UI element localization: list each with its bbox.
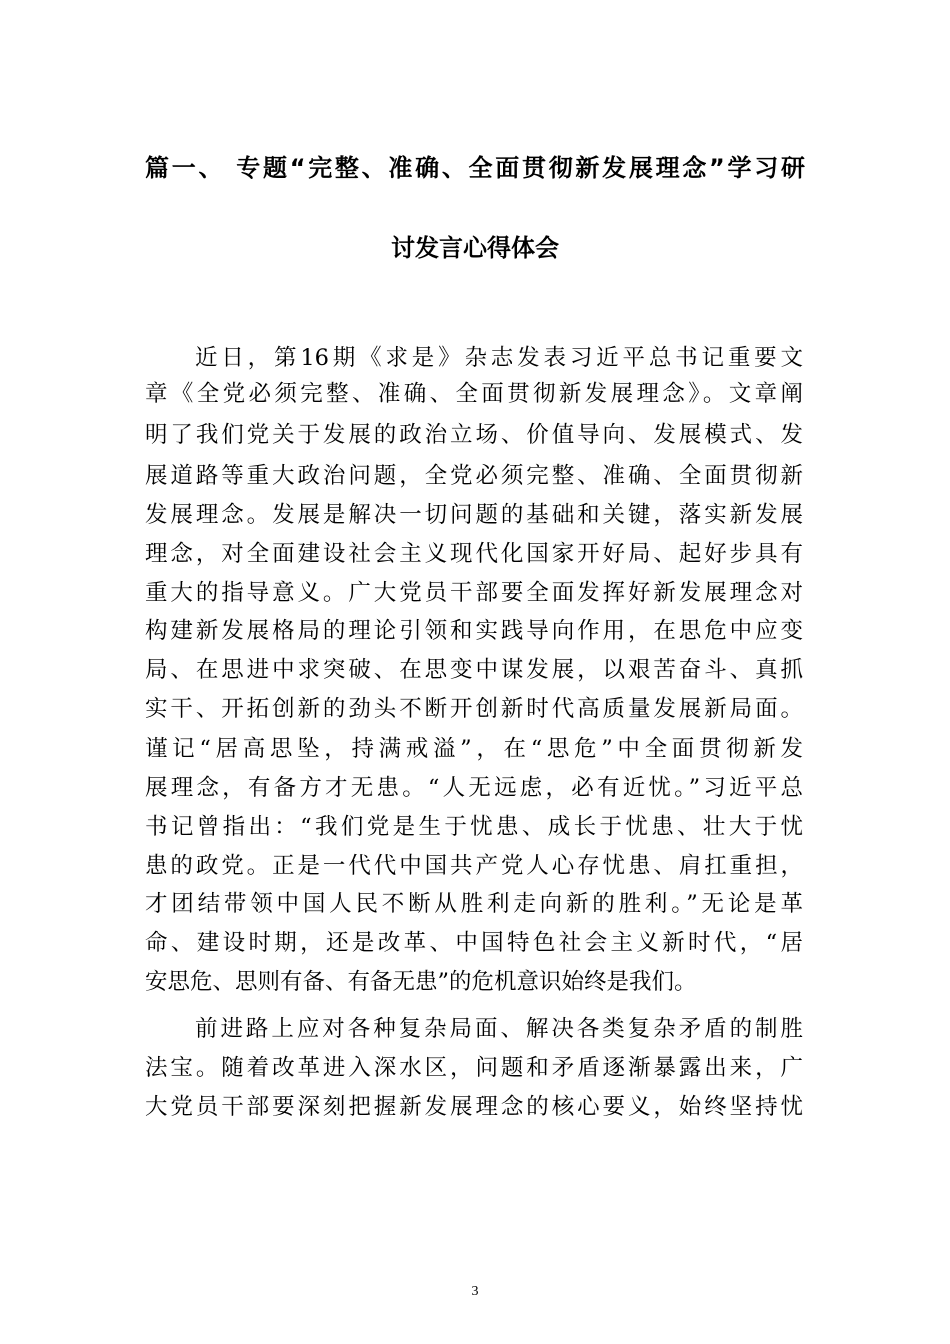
- paragraph-line: 理念，对全面建设社会主义现代化国家开好局、起好步具有: [145, 541, 803, 567]
- paragraph-line: 展理念，有备方才无患。“人无远虑，必有近忧。”习近平总: [145, 775, 803, 801]
- paragraph-line: 近日，第16期《求是》杂志发表习近平总书记重要文: [195, 345, 803, 371]
- paragraph-line: 局、在思进中求突破、在思变中谋发展，以艰苦奋斗、真抓: [145, 657, 803, 683]
- paragraph-line: 大党员干部要深刻把握新发展理念的核心要义，始终坚持忧: [145, 1094, 803, 1120]
- page-number: 3: [471, 1284, 479, 1299]
- document-title-line-1: 篇一、 专题“完整、准确、全面贯彻新发展理念”学习研: [145, 154, 805, 182]
- paragraph-line: 明了我们党关于发展的政治立场、价值导向、发展模式、发: [145, 422, 803, 448]
- document-title-line-2: 讨发言心得体会: [391, 234, 559, 262]
- paragraph-line: 书记曾指出：“我们党是生于忧患、成长于忧患、壮大于忧: [145, 814, 803, 840]
- paragraph-line: 安思危、思则有备、有备无患”的危机意识始终是我们。: [145, 969, 697, 995]
- paragraph-line: 前进路上应对各种复杂局面、解决各类复杂矛盾的制胜: [195, 1016, 803, 1042]
- paragraph-line: 发展理念。发展是解决一切问题的基础和关键，落实新发展: [145, 502, 803, 528]
- paragraph-line: 实干、开拓创新的劲头不断开创新时代高质量发展新局面。: [145, 696, 803, 722]
- paragraph-line: 重大的指导意义。广大党员干部要全面发挥好新发展理念对: [145, 580, 803, 606]
- paragraph-line: 命、建设时期，还是改革、中国特色社会主义新时代，“居: [145, 930, 803, 956]
- paragraph-line: 法宝。随着改革进入深水区，问题和矛盾逐渐暴露出来，广: [145, 1055, 803, 1081]
- paragraph-line: 才团结带领中国人民不断从胜利走向新的胜利。”无论是革: [145, 891, 803, 917]
- paragraph-line: 构建新发展格局的理论引领和实践导向作用，在思危中应变: [145, 618, 803, 644]
- paragraph-line: 展道路等重大政治问题，全党必须完整、准确、全面贯彻新: [145, 463, 803, 489]
- paragraph-line: 章《全党必须完整、准确、全面贯彻新发展理念》。文章阐: [145, 381, 803, 407]
- paragraph-line: 谨记“居高思坠，持满戒溢”，在“思危”中全面贯彻新发: [145, 736, 803, 762]
- paragraph-line: 患的政党。正是一代代中国共产党人心存忧患、肩扛重担，: [145, 853, 803, 879]
